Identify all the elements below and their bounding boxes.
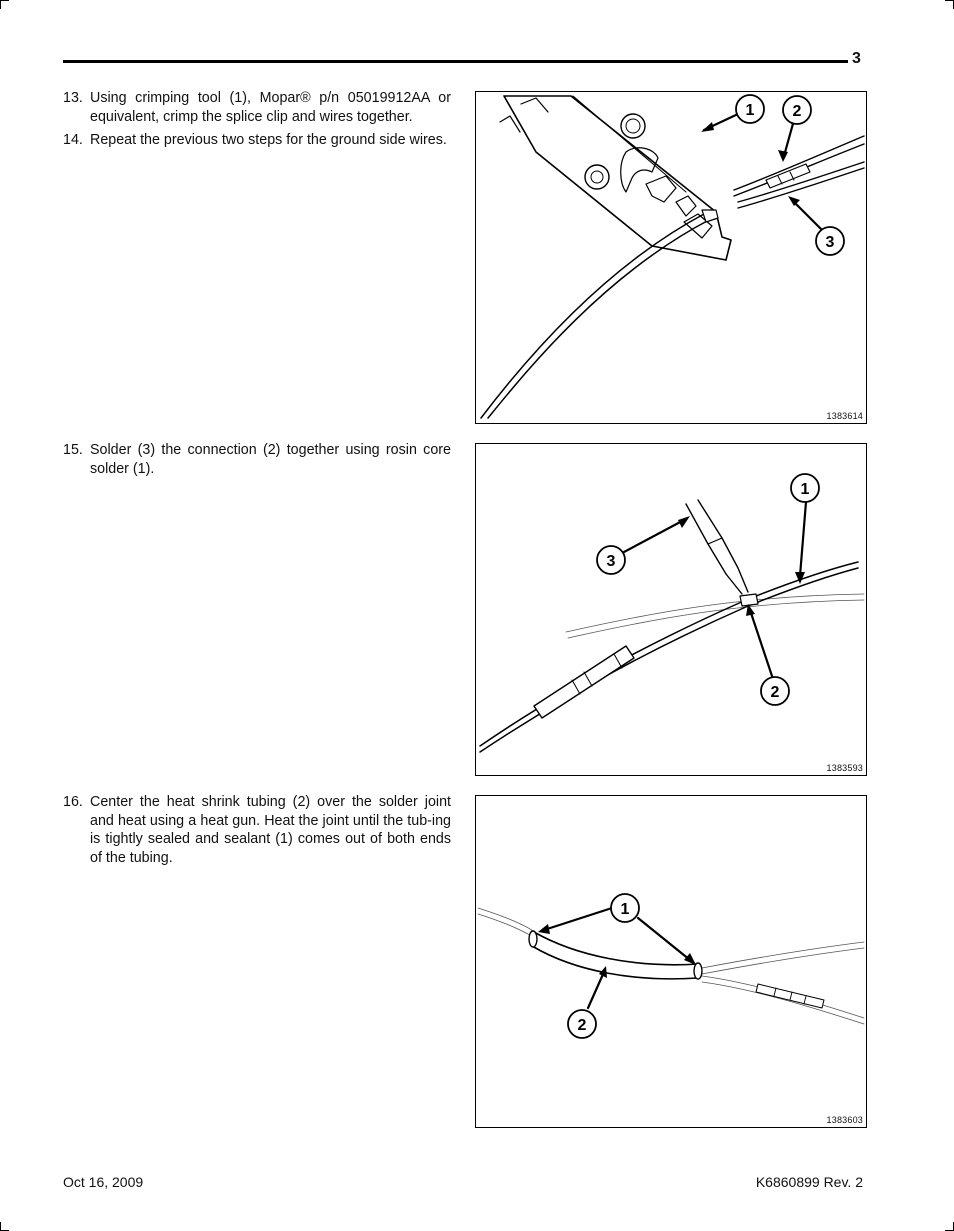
step-text: Solder (3) the connection (2) together using rosin core solder (1). [90,442,451,477]
callout-3-label: 3 [825,234,835,251]
step-14 [63,131,451,150]
step-text: Using crimping tool (1), Mopar® p/n 05019912AA or equivalent, crimp the splice clip and wires together. [90,90,451,125]
callout-1-label: 1 [745,102,755,119]
figure-heat-shrink [475,795,867,1128]
crop-mark-top-left [0,0,1,9]
footer-doc-number: K6860899 Rev. 2 [755,1174,863,1190]
crop-mark-top-right [945,0,954,1]
callout-3-label: 3 [606,553,616,570]
callout-1-label: 1 [800,481,810,498]
figure-soldering [475,443,867,776]
step-13 [63,89,451,126]
step-15 [63,441,451,478]
step-16 [63,793,451,867]
step-number: 16. [63,794,83,810]
step-number: 14. [63,132,83,148]
footer-date: Oct 16, 2009 [63,1174,144,1190]
soldering-illustration [476,444,866,775]
page-number: 3 [852,50,861,67]
figure-id: 1383614 [826,411,863,421]
figure-crimping-tool [475,91,867,424]
heat-shrink-illustration [476,796,866,1127]
step-text: Repeat the previous two steps for the ground side wires. [90,132,447,148]
callout-2-label: 2 [577,1017,587,1034]
header-rule [63,60,848,63]
step-number: 15. [63,442,83,458]
figure-id: 1383593 [826,763,863,773]
callout-2-label: 2 [770,684,780,701]
step-text: Center the heat shrink tubing (2) over the solder joint and heat using a heat gun. Heat the joint until the tub-ing is tightly sealed and sealant (1) comes out of both ends of the tubing. [90,794,451,866]
callout-2-label: 2 [792,103,802,120]
crimping-tool-illustration [476,92,866,423]
crop-mark-top-left [0,0,9,1]
figure-id: 1383603 [826,1115,863,1125]
callout-1-label: 1 [620,901,630,918]
step-number: 13. [63,90,83,106]
